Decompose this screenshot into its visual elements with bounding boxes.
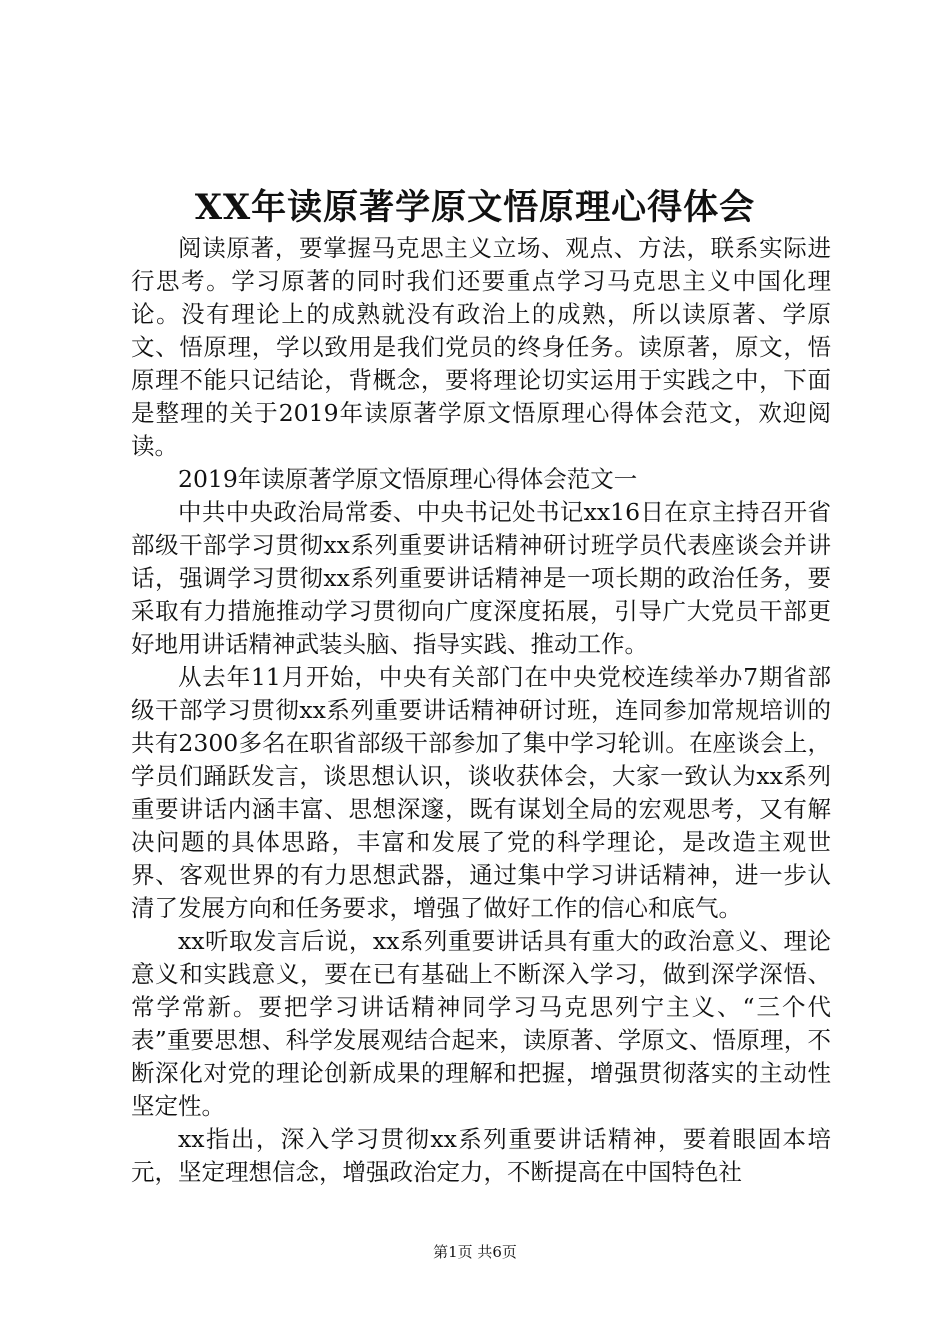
paragraph-2: 中共中央政治局常委、中央书记处书记xx16日在京主持召开省部级干部学习贯彻xx系列重要讲话精神研讨班学员代表座谈会并讲话，强调学习贯彻xx系列重要讲话精神是一项长期的政治任务，要采取有力措施推动学习贯彻向广度深度拓展，引导广大党员干部更好地用讲话精神武装头脑、指导实践、推动工作。: [131, 498, 831, 658]
document-body: [131, 232, 831, 1189]
document-title: XX年读原著学原文悟原理心得体会: [194, 187, 756, 228]
paragraph-5: xx指出，深入学习贯彻xx系列重要讲话精神，要着眼固本培元，坚定理想信念，增强政治定力，不断提高在中国特色社: [131, 1125, 831, 1186]
paragraph-3: 从去年11月开始，中央有关部门在中央党校连续举办7期省部级干部学习贯彻xx系列重要讲话精神研讨班，连同参加常规培训的共有2300多名在职省部级干部参加了集中学习轮训。在座谈会上，学员们踊跃发言，谈思想认识，谈收获体会，大家一致认为xx系列重要讲话内涵丰富、思想深邃，既有谋划全局的宏观思考，又有解决问题的具体思路，丰富和发展了党的科学理论，是改造主观世界、客观世界的有力思想武器，通过集中学习讲话精神，进一步认清了发展方向和任务要求，增强了做好工作的信心和底气。: [131, 663, 831, 922]
paragraph-intro: 阅读原著，要掌握马克思主义立场、观点、方法，联系实际进行思考。学习原著的同时我们还要重点学习马克思主义中国化理论。没有理论上的成熟就没有政治上的成熟，所以读原著、学原文、悟原理，学以致用是我们党员的终身任务。读原著，原文，悟原理不能只记结论，背概念，要将理论切实运用于实践之中，下面是整理的关于2019年读原著学原文悟原理心得体会范文，欢迎阅读。: [131, 234, 831, 460]
paragraph-subtitle: 2019年读原著学原文悟原理心得体会范文一: [178, 465, 638, 493]
paragraph-4: xx听取发言后说，xx系列重要讲话具有重大的政治意义、理论意义和实践意义，要在已有基础上不断深入学习，做到深学深悟、常学常新。要把学习讲话精神同学习马克思列宁主义、“三个代表”重要思想、科学发展观结合起来，读原著、学原文、悟原理，不断深化对党的理论创新成果的理解和把握，增强贯彻落实的主动性坚定性。: [131, 927, 831, 1120]
page-footer: 第1页 共6页: [433, 1243, 517, 1261]
